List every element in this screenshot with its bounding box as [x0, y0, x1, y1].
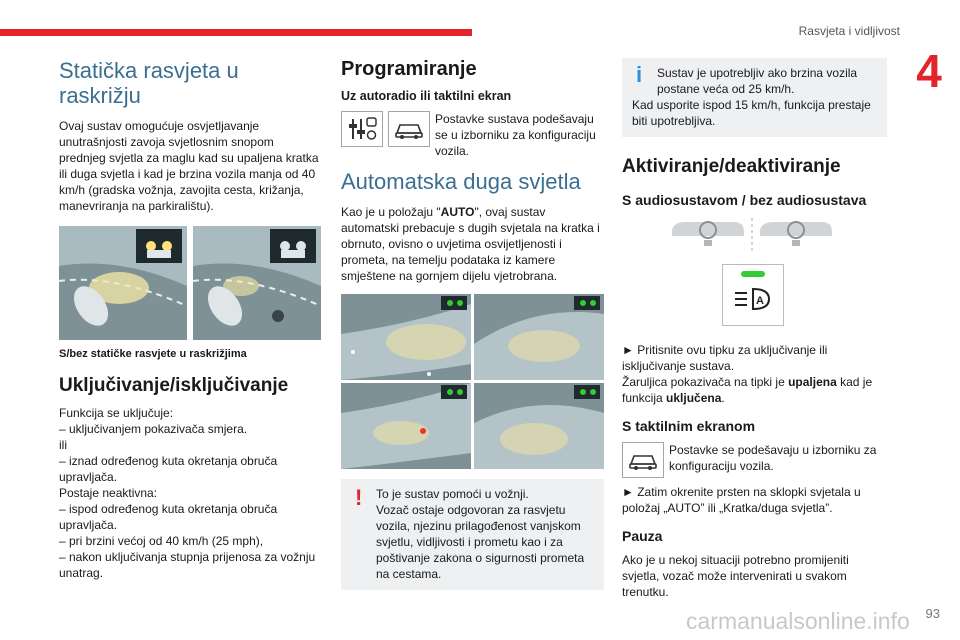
lamp-text-part: .	[721, 391, 725, 405]
car-settings-icon	[622, 442, 664, 478]
static-lighting-title: Statička rasvjeta u raskrižju	[59, 58, 239, 108]
static-lighting-intro: Ovaj sustav omogućuje osvjetljavanje unutrašnjosti zavoja svjetlosnim snopom prednjeg svjetla za maglu kad su upaljena kratka ili duga svjetla i kad je brzina vozila manja od 40 km/h (gradska vožnja, zavojita cesta, križanja, manevriranja na parkiralištu).	[59, 119, 319, 213]
settings-sliders-icon	[341, 111, 383, 147]
warning-box	[341, 479, 604, 590]
column-left	[59, 58, 321, 581]
road-night-illustration	[341, 383, 471, 469]
auto-text-part: ", ovaj sustav automatski prebacuje s dugih svjetala na kratka i obrnuto, ovisno o uvjetima osvijetljenosti i prometa, na temelju podataka iz kamere smještene na gornjem dijelu vjetrobrana.	[341, 205, 600, 283]
press-button-text: ► Pritisnite ovu tipku za uključivanje ili isključivanje sustava.	[622, 343, 828, 373]
auto-keyword: AUTO	[440, 205, 475, 219]
audio-subtitle: S audiosustavom / bez audiosustava	[622, 192, 867, 208]
onoff-line: – iznad određenog kuta okretanja obruča upravljača.	[59, 454, 278, 484]
programming-title: Programiranje	[341, 58, 477, 80]
illustration-cell	[474, 294, 604, 380]
onoff-title: Uključivanje/isključivanje	[59, 375, 289, 396]
cornering-photos	[59, 226, 321, 340]
photo-with-cornering-light	[59, 226, 187, 340]
pause-title: Pauza	[622, 528, 663, 544]
steering-wheel-illustration	[672, 218, 832, 254]
warning-rest: Vozač ostaje odgovoran za rasvjetu vozila, njezinu prilagođenost vanjskom svjetlu, vidljivosti i prometu kao i za poštivanje zakona o sigurnosti prometa na cestama.	[376, 503, 585, 581]
photo-caption: S/bez statičke rasvjete u raskrižjima	[59, 348, 247, 360]
info-rest: Kad usporite ispod 15 km/h, funkcija prestaje biti upotrebljiva.	[632, 98, 871, 128]
onoff-line: – pri brzini većoj od 40 km/h (25 mph),	[59, 534, 264, 548]
onoff-list	[59, 405, 321, 581]
info-box	[622, 58, 887, 137]
watermark: carmanualsonline.info	[686, 608, 910, 634]
onoff-line: – nakon uključivanja stupnja prijenosa za vožnju unatrag.	[59, 550, 316, 580]
svg-text:A: A	[756, 295, 764, 307]
auto-beam-button[interactable]	[722, 264, 784, 326]
lamp-text-part: Žaruljica pokazivača na tipki je	[622, 375, 789, 389]
section-header: Rasvjeta i vidljivost	[798, 24, 900, 38]
activation-title: Aktiviranje/deaktiviranje	[622, 156, 841, 177]
auto-text-part: Kao je u položaju "	[341, 205, 441, 219]
onoff-line: ili	[59, 438, 67, 452]
programming-row	[341, 111, 604, 159]
lamp-text-part: kad je funkcija	[622, 375, 873, 405]
onoff-line: Postaje neaktivna:	[59, 486, 158, 500]
onoff-line: – uključivanjem pokazivača smjera.	[59, 422, 248, 436]
touchscreen-row	[622, 442, 887, 478]
auto-high-beam-title: Automatska duga svjetla	[341, 169, 581, 194]
lamp-keyword: upaljena	[788, 375, 837, 389]
car-settings-icon	[388, 111, 430, 147]
top-red-bar	[0, 29, 472, 36]
page-number: 93	[925, 606, 940, 621]
illustration-cell	[341, 383, 471, 469]
photo-without-cornering-light	[193, 226, 321, 340]
car-no-cornering-illustration	[193, 226, 321, 340]
road-night-illustration	[341, 294, 471, 380]
warning-exclamation-icon: !	[355, 485, 363, 510]
car-cornering-illustration	[59, 226, 187, 340]
chapter-number: 4	[916, 45, 942, 97]
auto-high-beam-icon	[733, 285, 773, 315]
indicator-lamp	[741, 271, 765, 277]
column-middle	[341, 58, 604, 590]
onoff-line: – ispod određenog kuta okretanja obruča upravljača.	[59, 502, 278, 532]
illustration-cell	[474, 383, 604, 469]
warning-line1: To je sustav pomoći u vožnji.	[376, 487, 529, 501]
programming-text: Postavke sustava podešavaju se u izborniku za konfiguraciju vozila.	[435, 112, 596, 158]
illustration-cell	[341, 294, 471, 380]
lamp-status-text	[622, 374, 887, 406]
road-night-illustration	[474, 294, 604, 380]
road-night-illustration	[474, 383, 604, 469]
programming-subtitle: Uz autoradio ili taktilni ekran	[341, 89, 512, 103]
column-right	[622, 58, 887, 600]
info-i-icon: i	[636, 62, 643, 87]
high-beam-illustrations	[341, 294, 604, 469]
info-line1: Sustav je upotrebljiv ako brzina vozila postane veća od 25 km/h.	[657, 66, 858, 96]
auto-high-beam-text	[341, 204, 604, 284]
ring-instruction: ► Zatim okrenite prsten na sklopki svjetala u položaj „AUTO” ili „Kratka/duga svjetla”.	[622, 485, 861, 515]
lamp-keyword: uključena	[666, 391, 722, 405]
onoff-line: Funkcija se uključuje:	[59, 406, 174, 420]
touchscreen-subtitle: S taktilnim ekranom	[622, 418, 756, 434]
touchscreen-text: Postavke se podešavaju u izborniku za konfiguraciju vozila.	[669, 443, 877, 473]
pause-text: Ako je u nekoj situaciji potrebno promijeniti svjetla, vozač može intervenirati u svakom trenutku.	[622, 553, 849, 599]
